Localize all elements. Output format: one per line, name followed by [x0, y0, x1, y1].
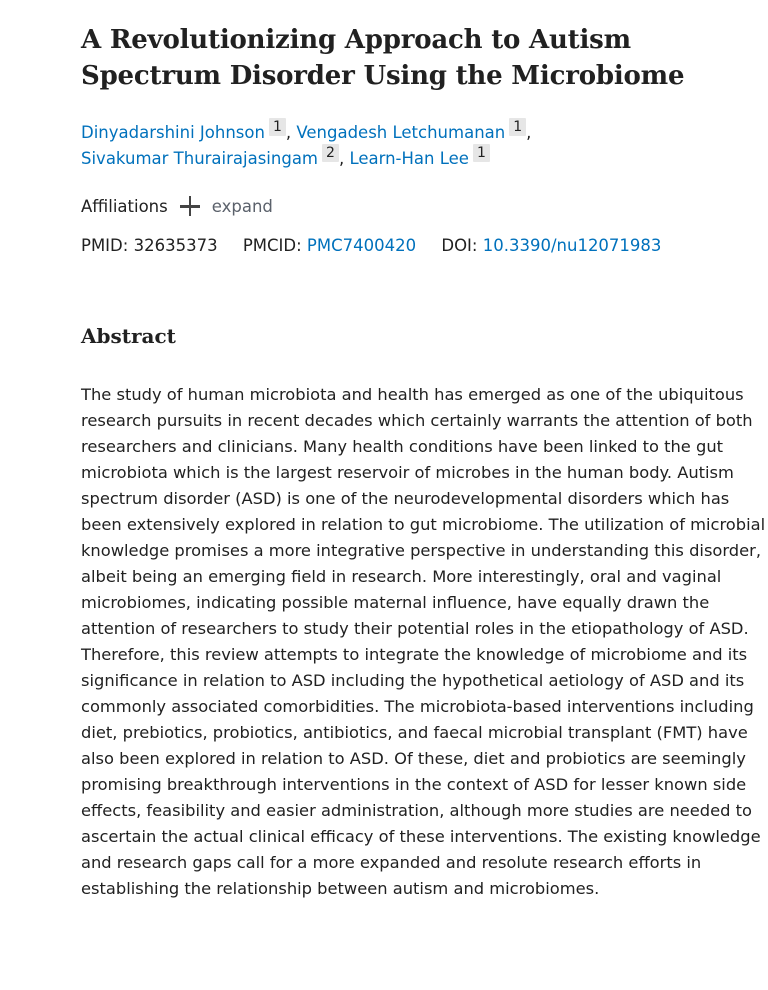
author-link-thurairajasingam[interactable]: Sivakumar Thurairajasingam: [81, 149, 319, 168]
author-separator: ,: [285, 123, 292, 142]
author-line-1: [81, 120, 768, 146]
affiliation-badge[interactable]: 2: [322, 144, 339, 162]
author-separator: ,: [526, 123, 532, 142]
affiliation-badge[interactable]: 1: [269, 118, 286, 136]
author-link-letchumanan[interactable]: Vengadesh Letchumanan: [296, 123, 506, 142]
expand-affiliations-button[interactable]: [180, 196, 273, 216]
affiliation-badge[interactable]: 1: [473, 144, 490, 162]
affiliations-row: [81, 192, 768, 220]
author-line-2: [81, 146, 768, 172]
pmcid-link[interactable]: PMC7400420: [306, 236, 417, 255]
expand-label: expand: [211, 196, 273, 216]
affiliations-label: Affiliations: [81, 196, 168, 216]
pmid-label: PMID:: [81, 236, 129, 255]
identifiers-row: [81, 234, 768, 258]
doi-link[interactable]: 10.3390/nu12071983: [482, 236, 662, 255]
abstract-text: The study of human microbiota and health has emerged as one of the ubiquitous research pursuits in recent decades which certainly warrants the attention of both researchers and clinicians. Many health conditions have been linked to the gut microbiota which is the largest reservoir of microbes in the human body. Autism spectrum disorder (ASD) is one of the neurodevelopmental disorders which has been extensively explored in relation to gut microbiome. The utilization of microbial knowledge promises a more integrative perspective in understanding this disorder, albeit being an emerging field in research. More interestingly, oral and vaginal microbiomes, indicating possible maternal influence, have equally drawn the attention of researchers to study their potential roles in the etiopathology of ASD. Therefore, this review attempts to integrate the knowledge of microbiome and its significance in relation to ASD including the hypothetical aetiology of ASD and its commonly associated comorbidities. The microbiota-based interventions including diet, prebiotics, probiotics, antibiotics, and faecal microbial transplant (FMT) have also been explored in relation to ASD. Of these, diet and probiotics are seemingly promising breakthrough interventions in the context of ASD for lesser known side effects, feasibility and easier administration, although more studies are needed to ascertain the actual clinical efficacy of these interventions. The existing knowledge and research gaps call for a more expanded and resolute research efforts in establishing the relationship between autism and microbiomes.: [81, 385, 766, 898]
pmid-value: 32635373: [133, 236, 218, 255]
pmcid-label: PMCID:: [242, 236, 302, 255]
abstract-heading: Abstract: [81, 324, 176, 348]
article-title: A Revolutionizing Approach to Autism Spectrum Disorder Using the Microbiome: [81, 25, 685, 91]
affiliation-badge[interactable]: 1: [509, 118, 526, 136]
author-link-lee[interactable]: Learn-Han Lee: [349, 149, 469, 168]
plus-icon: [180, 196, 200, 216]
author-link-johnson[interactable]: Dinyadarshini Johnson: [81, 123, 265, 142]
doi-label: DOI:: [441, 236, 478, 255]
article-page: [81, 22, 768, 902]
author-list: [81, 120, 768, 172]
author-separator: ,: [338, 149, 345, 168]
